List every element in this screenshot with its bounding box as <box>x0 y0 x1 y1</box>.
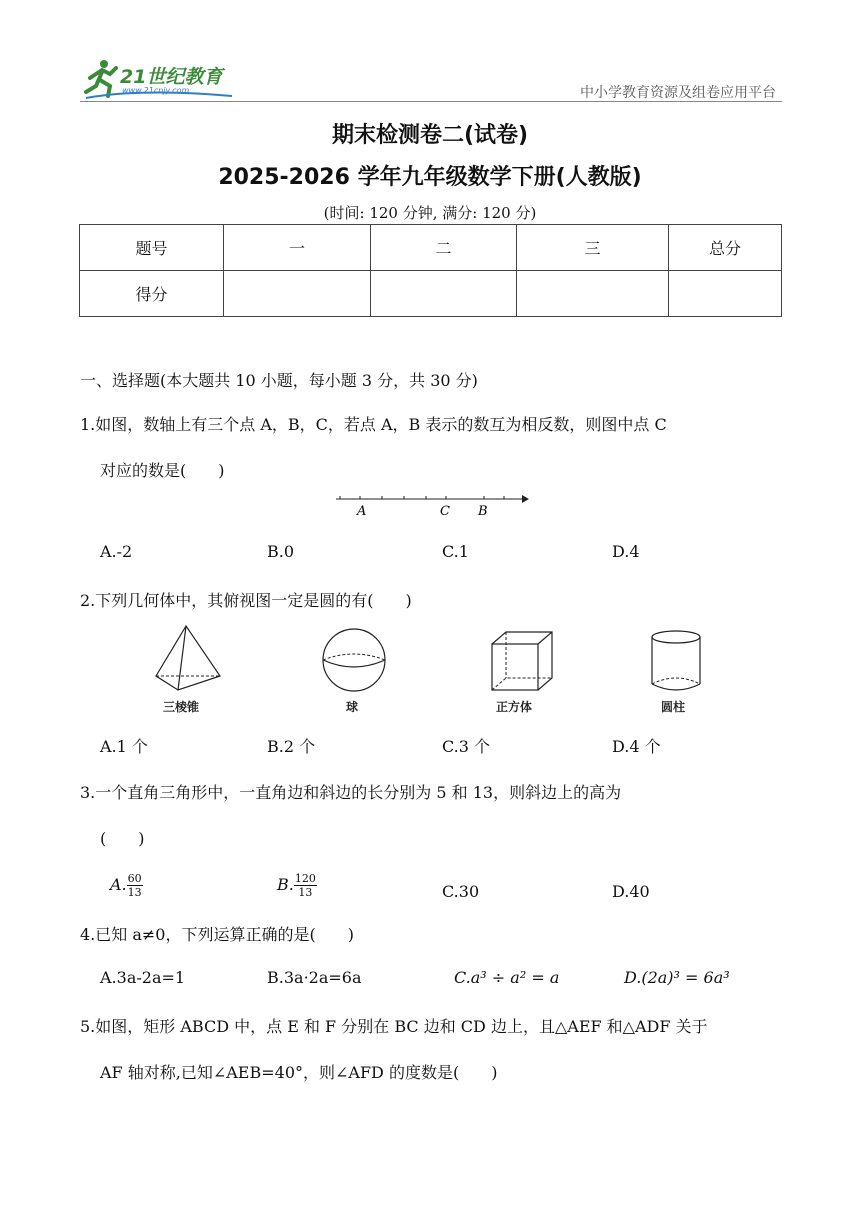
q3-option-a[interactable] <box>110 872 143 899</box>
fraction-numerator: 60 <box>127 872 142 885</box>
score-table-header-row <box>80 225 782 271</box>
q2-option-b[interactable]: B.2 个 <box>267 737 316 756</box>
score-header-cell: 二 <box>371 225 517 271</box>
score-header-cell: 题号 <box>80 225 224 271</box>
question-3-text: 3.一个直角三角形中，一直角边和斜边的长分别为 5 和 13，则斜边上的高为 <box>80 783 622 802</box>
score-header-cell: 一 <box>224 225 371 271</box>
fraction-denominator: 13 <box>127 886 142 899</box>
q3-option-a-fraction <box>127 872 143 899</box>
score-table-score-row <box>80 271 782 317</box>
q4-option-c[interactable] <box>454 968 559 987</box>
q4-option-a[interactable]: A.3a-2a=1 <box>100 968 186 987</box>
question-5-text: 5.如图，矩形 ABCD 中，点 E 和 F 分别在 BC 边和 CD 边上，且△AEF 和△ADF 关于 <box>80 1017 708 1036</box>
solid-label-cube: 正方体 <box>496 700 533 714</box>
solid-label-sphere: 球 <box>346 700 359 714</box>
q3-option-a-prefix: A. <box>110 875 127 894</box>
score-header-cell: 总分 <box>669 225 782 271</box>
axis-label-a: A <box>357 504 367 519</box>
score-cell <box>224 271 371 317</box>
section-title: 一、选择题(本大题共 10 小题，每小题 3 分，共 30 分) <box>80 371 478 390</box>
q3-option-c[interactable]: C.30 <box>442 882 480 901</box>
fraction-denominator: 13 <box>298 886 313 899</box>
q3-option-b-prefix: B. <box>277 875 294 894</box>
q3-option-d[interactable]: D.40 <box>612 882 650 901</box>
q1-option-d[interactable]: D.4 <box>612 542 640 561</box>
question-1-text-cont: 对应的数是( ) <box>100 461 225 480</box>
q4-option-c-expression: a³ ÷ a² = a <box>470 968 560 987</box>
score-cell <box>371 271 517 317</box>
cube-icon <box>488 630 556 694</box>
question-4-text: 4.已知 a≠0，下列运算正确的是( ) <box>80 925 354 944</box>
q2-option-c[interactable]: C.3 个 <box>442 737 491 756</box>
cylinder-icon <box>648 628 704 694</box>
question-3-text-cont: ( ) <box>100 829 145 848</box>
question-5-text-cont: AF 轴对称,已知∠AEB=40°，则∠AFD 的度数是( ) <box>100 1063 498 1082</box>
solid-label-pyramid: 三棱锥 <box>163 700 200 714</box>
score-cell <box>669 271 782 317</box>
sphere-icon <box>320 626 388 694</box>
score-cell <box>517 271 669 317</box>
q3-option-b-fraction <box>294 872 317 899</box>
header-rule <box>80 101 782 102</box>
platform-name: 中小学教育资源及组卷应用平台 <box>580 85 776 101</box>
triangular-pyramid-icon <box>150 622 226 694</box>
exam-info: (时间: 120 分钟, 满分: 120 分) <box>323 204 537 222</box>
q3-option-b[interactable] <box>277 872 317 899</box>
q1-option-b[interactable]: B.0 <box>267 542 295 561</box>
q4-option-d-expression: (2a)³ = 6a³ <box>641 968 730 987</box>
axis-label-c: C <box>440 504 450 519</box>
exam-subtitle: 2025-2026 学年九年级数学下册(人教版) <box>218 165 642 190</box>
q4-option-d-prefix: D. <box>624 968 642 987</box>
q2-option-a[interactable]: A.1 个 <box>100 737 148 756</box>
q1-option-a[interactable]: A.-2 <box>100 542 133 561</box>
logo-text: 21世纪教育 <box>120 66 223 88</box>
exam-title: 期末检测卷二(试卷) <box>331 123 529 148</box>
score-header-cell: 三 <box>517 225 669 271</box>
q4-option-c-prefix: C. <box>454 968 471 987</box>
score-table <box>79 224 782 317</box>
q4-option-b[interactable]: B.3a·2a=6a <box>267 968 362 987</box>
question-1-text: 1.如图，数轴上有三个点 A，B，C，若点 A，B 表示的数互为相反数，则图中点 C <box>80 415 667 434</box>
q2-option-d[interactable]: D.4 个 <box>612 737 661 756</box>
axis-label-b: B <box>478 504 488 519</box>
fraction-numerator: 120 <box>294 872 316 885</box>
q1-option-c[interactable]: C.1 <box>442 542 469 561</box>
number-line-figure <box>334 488 530 520</box>
logo-url: www.21cnjy.com <box>122 86 190 95</box>
q4-option-d[interactable] <box>624 968 730 987</box>
score-row-label: 得分 <box>80 271 224 317</box>
question-2-text: 2.下列几何体中，其俯视图一定是圆的有( ) <box>80 591 412 610</box>
solid-label-cylinder: 圆柱 <box>661 700 686 714</box>
